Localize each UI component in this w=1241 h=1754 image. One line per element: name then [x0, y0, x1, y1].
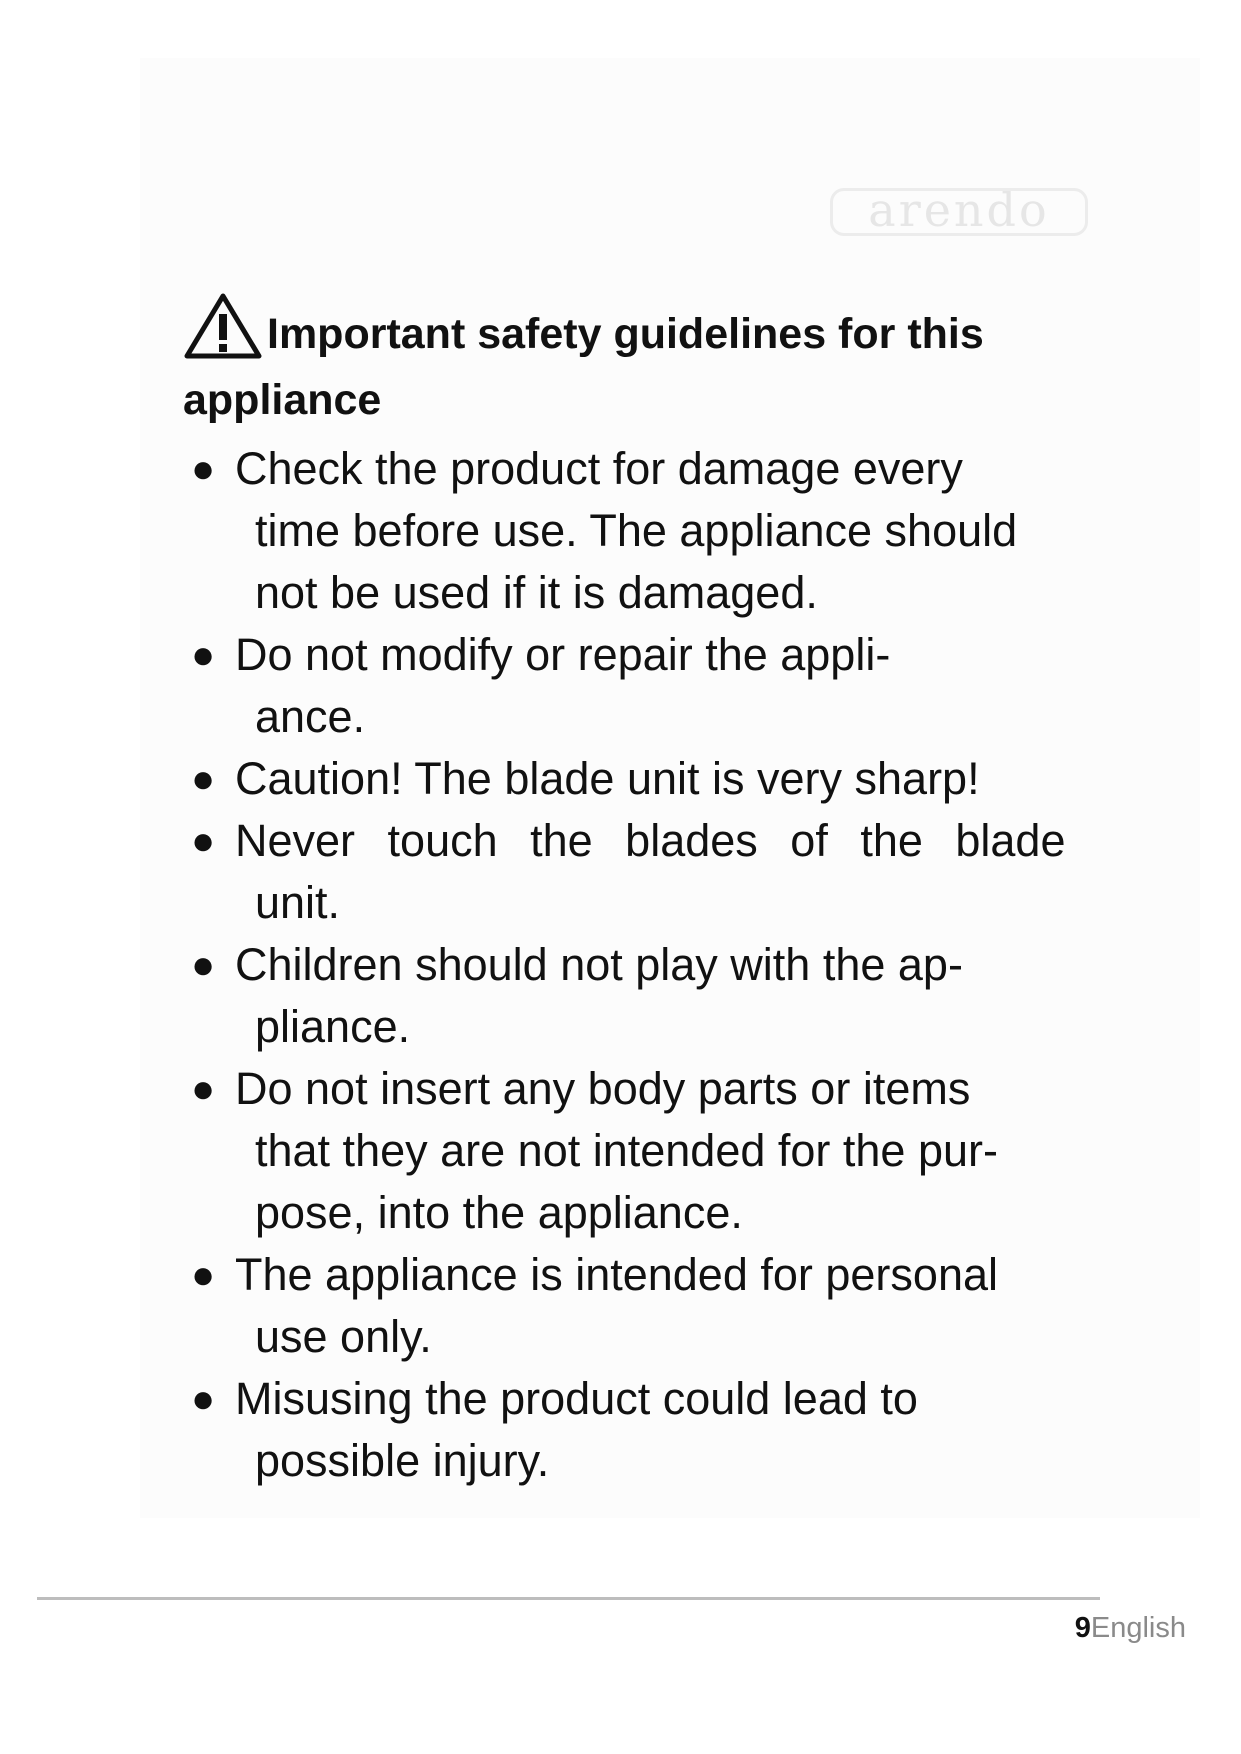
- brand-watermark-logo: arendo: [830, 188, 1088, 236]
- page-number: 9: [1074, 1612, 1091, 1644]
- item-line: possible injury.: [255, 1435, 550, 1486]
- bullet-icon: ●: [191, 1253, 216, 1297]
- item-line: Check the product for damage every: [235, 443, 963, 494]
- item-line: that they are not intended for the pur-: [255, 1125, 998, 1176]
- warning-triangle-icon: [183, 292, 263, 360]
- item-line: not be used if it is damaged.: [255, 567, 818, 618]
- list-item: [183, 1244, 1123, 1368]
- item-line: unit.: [255, 877, 341, 928]
- safety-guideline-list: [183, 438, 1123, 1492]
- footer-divider: [37, 1597, 1100, 1600]
- bullet-icon: ●: [191, 1377, 216, 1421]
- item-line: Do not modify or repair the appli-: [235, 629, 891, 680]
- page-footer-label: [1075, 1612, 1186, 1645]
- item-line: time before use. The appliance should: [255, 505, 1018, 556]
- list-item: [183, 1058, 1123, 1244]
- bullet-icon: ●: [191, 943, 216, 987]
- page-heading: [183, 292, 1113, 433]
- item-line: ance.: [255, 691, 366, 742]
- bullet-icon: ●: [191, 1067, 216, 1111]
- list-item: [183, 934, 1123, 1058]
- item-line: Children should not play with the ap-: [235, 939, 963, 990]
- item-line: Do not insert any body parts or items: [235, 1063, 971, 1114]
- item-line: pliance.: [255, 1001, 411, 1052]
- bullet-icon: ●: [191, 447, 216, 491]
- list-item: [183, 1368, 1123, 1492]
- item-line: Caution! The blade unit is very sharp!: [235, 753, 980, 804]
- heading-text: Important safety guidelines for this appliance: [183, 310, 984, 424]
- item-line: Misusing the product could lead to: [235, 1373, 918, 1424]
- item-line: The appliance is intended for personal: [235, 1249, 999, 1300]
- bullet-icon: ●: [191, 819, 216, 863]
- item-line: pose, into the appliance.: [255, 1187, 743, 1238]
- list-item: [183, 810, 1123, 934]
- bullet-icon: ●: [191, 757, 216, 801]
- item-line: use only.: [255, 1311, 432, 1362]
- page-language: English: [1090, 1612, 1186, 1644]
- list-item: [183, 748, 1123, 810]
- list-item: [183, 624, 1123, 748]
- item-line: Never touch the blades of the blade: [235, 815, 1066, 866]
- bullet-icon: ●: [191, 633, 216, 677]
- list-item: [183, 438, 1123, 624]
